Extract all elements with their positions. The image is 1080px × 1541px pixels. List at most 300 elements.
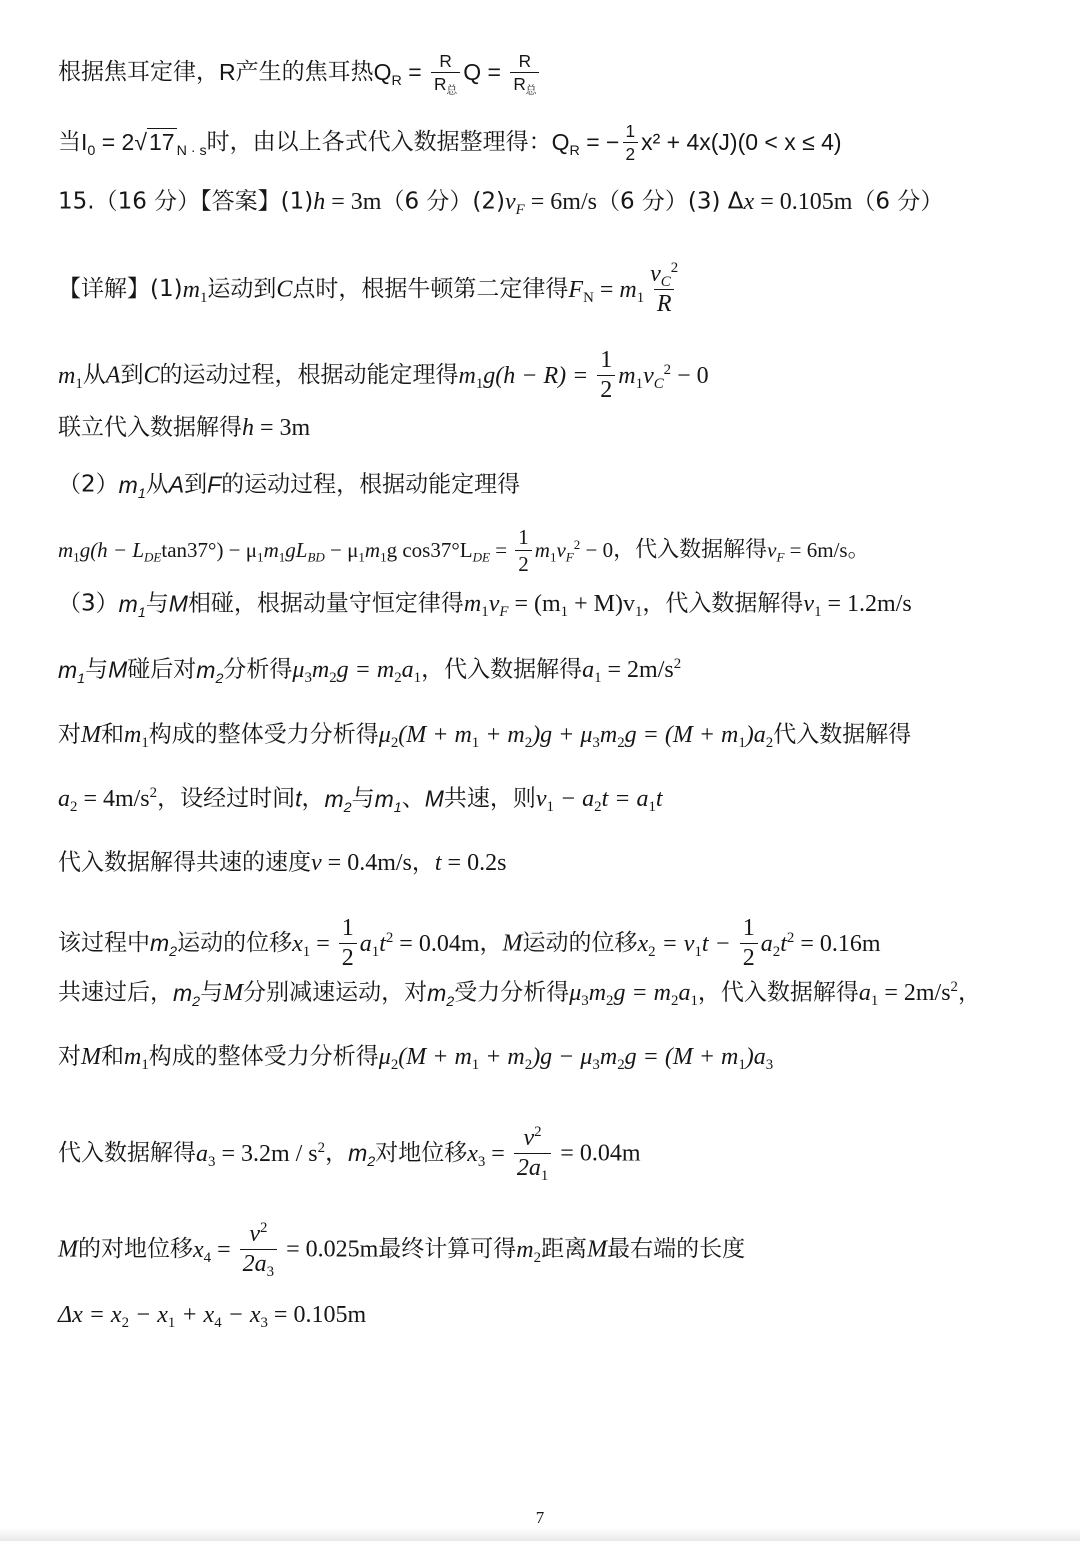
subscript: 2 [617,1057,625,1074]
subscript: 1 [393,799,402,816]
text: v [504,189,516,215]
subscript: 1 [594,670,602,687]
subscript: 2 [524,735,533,752]
superscript: 2 [149,785,158,802]
text: m [427,979,447,1006]
text: 距离 [541,1236,588,1263]
text: m [58,656,78,683]
text: 运动的位移 [522,930,638,957]
numerator: 1 [625,121,636,141]
subscript: 1 [371,943,380,960]
text: = 2 [95,129,135,156]
line-detail-15 [58,1220,746,1281]
subscript: 1 [648,799,656,816]
text: = 1.2m/s [821,591,912,617]
text: )g + μ [532,722,593,748]
text: 受力分析得 [454,979,570,1006]
fraction [339,916,357,971]
line-qr-formula: 当$I_0 = 2√17$ $_{N \cdot s}$时，由以上各式代入数据整理得：$Q_R$ = − $\frac{1}{2}$ x² + 4x(J)(0 < x ≤ 4) [58,121,842,165]
text: M [223,980,244,1006]
text: = 0.105m [754,189,853,215]
text: ，代入数据解得 [642,590,804,617]
text: )a [745,1044,766,1070]
text: g = (M + m [624,722,739,748]
fraction [514,1124,551,1185]
text: = 2m/s [601,657,674,683]
text: 根据焦耳定律， [58,59,219,86]
text: = [211,1236,237,1263]
subscript: 1 [199,289,208,306]
text: = 2m/s [878,980,951,1006]
line-detail-6 [58,590,912,621]
denominator: 2 [597,375,615,403]
text: = [485,1140,511,1167]
text: 从 [145,471,169,498]
text: C [143,362,160,389]
text: a [678,980,691,1006]
subscript: DE [472,549,490,565]
subscript: 2 [121,1315,130,1332]
text: x [637,930,649,957]
subscript: 1 [141,735,149,752]
text: F [568,276,584,303]
text: I [81,129,88,156]
subscript: 1 [481,604,489,621]
subscript: 1 [694,943,702,960]
text: v [643,362,654,389]
subscript: 1 [257,549,264,565]
subscript: 1 [814,604,822,621]
text: m [599,722,618,748]
text: m [588,980,607,1006]
text: μ [378,1044,391,1070]
numerator: 1 [518,525,529,549]
subscript: 1 [549,549,557,565]
subscript: DE [144,549,162,565]
text: 从 [82,362,106,389]
subscript: 1 [358,549,365,565]
text: 时，由以上各式代入数据整理得： [206,129,552,156]
text: 与 [85,656,109,683]
line-detail-9 [58,785,663,816]
text: 的对地位移 [78,1236,193,1263]
subscript: 总 [446,84,458,97]
subscript: 1 [471,1057,480,1074]
subscript: 2 [648,943,656,960]
subscript: R [569,143,580,160]
line-detail-13 [58,1043,774,1074]
superscript: 2 [663,361,672,378]
text: = (m [508,591,561,617]
subscript: 3 [260,1315,268,1332]
subscript: 1 [302,943,311,960]
sqrt-radicand: 17 [148,129,175,156]
subscript: 2 [169,944,178,961]
subscript: N [583,289,594,306]
text: m [124,722,142,748]
text: M [587,1236,608,1263]
denominator: R [513,74,526,95]
text: t = a [601,786,649,812]
text: t − [701,930,737,957]
text: A [168,471,185,498]
text: − 0 [580,538,614,563]
text: 分析得 [223,656,293,683]
subscript: 2 [594,799,602,816]
subscript: 2 [192,993,201,1010]
text: = 0.2s [441,850,507,876]
text: t [434,850,442,876]
subscript: F [776,549,785,565]
numerator: 1 [600,347,613,373]
text: M [58,1236,78,1263]
text: = 0.105m [267,1302,367,1328]
fraction [647,262,681,317]
subscript: 1 [141,1057,149,1074]
text: M [81,1044,101,1070]
text: m [516,1236,534,1263]
page-bottom-edge [0,1528,1080,1541]
line-detail-1 [58,262,684,317]
text: ， [411,849,435,876]
text: （6 分）(3) Δ [596,188,744,215]
text: m [534,538,550,563]
text: 共速过后， [58,979,173,1006]
text: = v [655,930,695,957]
denominator: 2a [516,1155,541,1182]
text: 对 [58,1043,81,1070]
numerator: 1 [341,915,354,941]
subscript: 1 [475,375,484,392]
text: + m [479,722,525,748]
numerator: R [518,51,532,71]
text: 代入数据解得 [58,1140,196,1167]
subscript: 1 [635,375,644,392]
superscript: 2 [673,656,682,673]
text: 与 [351,785,375,812]
text: M [424,785,444,812]
text: = 3m [325,189,382,215]
subscript: 2 [390,1057,399,1074]
subscript: 1 [137,604,146,621]
denominator: 2 [515,550,532,575]
fraction [515,526,532,575]
text: = 3m [254,415,311,441]
text: )a [745,722,766,748]
text: ，代入数据解得 [613,537,768,563]
text: m [173,979,193,1006]
superscript: 2 [950,979,958,996]
subscript: 1 [540,1168,549,1185]
text: μ [378,722,391,748]
text: 对地位移 [375,1140,468,1167]
text: 运动到 [207,276,277,303]
text: = 0.16m [794,930,881,957]
text: = [401,59,429,86]
text: m [124,1044,142,1070]
text: Q [373,59,392,86]
text: 构成的整体受力分析得 [148,721,379,748]
text: R [219,59,236,86]
text: F [207,471,222,498]
subscript: F [499,604,509,621]
text: μ [569,980,582,1006]
text: 与 [145,590,169,617]
text: ， [301,785,325,812]
text: 分别减速运动，对 [243,979,428,1006]
text: (M + m [398,1044,472,1070]
text: m [311,657,330,683]
line-detail-7 [58,656,682,687]
text: 最终计算可得 [378,1236,517,1263]
text: = [489,538,513,563]
text: a [58,786,70,812]
text: x [292,930,303,957]
text: v [311,850,322,876]
text: 共速，则 [443,785,536,812]
text: − a [553,786,595,812]
subscript: 3 [592,1057,600,1074]
text: 、 [401,785,425,812]
superscript: 2 [573,537,581,553]
text: g(h − R) = [483,362,595,389]
denominator: 2 [623,142,639,163]
text: = 4m/s [77,786,150,812]
text: （6 分）(2) [381,188,505,215]
text: = 0.025m [280,1236,379,1263]
subscript: 2 [394,670,402,687]
numerator: 1 [742,915,755,941]
subscript: 1 [77,670,86,687]
unit: N · s [176,143,207,160]
fraction [240,1220,277,1281]
subscript: 3 [592,735,600,752]
text: 对 [58,721,81,748]
subscript: 3 [304,670,312,687]
text: m [118,471,138,498]
text: a [582,657,595,683]
text: g(h − L [79,538,145,563]
text: gL [285,538,308,563]
subscript: 3 [266,1264,275,1281]
text: 。 [847,537,870,563]
subscript: 1 [75,375,83,392]
text: 到 [184,471,208,498]
subscript: 2 [343,799,352,816]
text: 的运动过程，根据动能定理得 [159,362,459,389]
text: 与 [200,979,224,1006]
numerator: v [650,261,661,287]
text: = 0.04m [554,1140,641,1167]
text: ， [325,1140,349,1167]
text: m [58,538,74,563]
line-joule-law [58,51,542,97]
text: 相碰，根据动量守恒定律得 [187,590,464,617]
text: t [379,930,386,957]
text: x [193,1236,204,1263]
text: 【详解】(1) [58,276,183,303]
subscript: 2 [215,670,224,687]
subscript: F [565,549,574,565]
text: v [556,538,566,563]
text: 当 [58,129,81,156]
text: C [276,276,293,303]
text: 代入数据解得 [773,721,912,748]
text: m [364,538,381,563]
text: = 0.4m/s [321,850,412,876]
text: + M)v [568,591,635,617]
subscript: 0 [87,143,96,160]
text: (M + m [398,722,472,748]
text: m [599,1044,618,1070]
subscript: 1 [167,1315,176,1332]
text: m [374,785,394,812]
fraction [597,348,615,403]
text: M [81,722,101,748]
text: 的运动过程，根据动能定理得 [221,471,521,498]
text: v [767,538,777,563]
text: 该过程中 [58,930,150,957]
denominator: R [654,289,675,317]
subscript: 2 [671,993,679,1010]
text: = 0.04m [393,930,480,957]
text: a [359,930,372,957]
text: （2） [58,471,119,498]
fraction [510,51,539,97]
text: )g − μ [532,1044,593,1070]
text: x [467,1140,478,1167]
subscript: 2 [765,735,774,752]
subscript: 1 [870,993,879,1010]
denominator: 2a [242,1251,267,1278]
line-detail-5 [58,526,870,575]
subscript: C [660,274,671,291]
text: g = (M + m [624,1044,739,1070]
text: （6 分） [852,188,944,215]
fraction [623,122,639,163]
subscript: 1 [546,799,554,816]
subscript: 1 [413,670,422,687]
text: t [295,785,302,812]
subscript: 3 [581,993,589,1010]
subscript: 2 [606,993,614,1010]
text: = [310,930,336,957]
text: m [463,591,482,617]
text: g = m [336,657,395,683]
text: 和 [101,1043,124,1070]
text: + x [175,1302,215,1328]
subscript: 2 [617,735,625,752]
text: v [488,591,500,617]
text: m [118,590,138,617]
subscript: F [515,202,525,219]
text: m [619,276,637,303]
text: v [803,591,815,617]
text: m [348,1140,368,1167]
line-detail-10 [58,851,506,875]
superscript: 2 [786,929,795,946]
text: = 3.2m / s [215,1140,318,1167]
subscript: 2 [533,1249,542,1266]
line-answer-15 [58,188,944,219]
text: a [196,1140,208,1167]
text: − μ [324,538,359,563]
text: 到 [120,362,144,389]
text: 联立代入数据解得 [58,414,242,441]
subscript: 2 [70,799,78,816]
superscript: 2 [670,260,679,277]
text: x [743,189,755,215]
text: （3） [58,590,119,617]
subscript: 1 [380,549,387,565]
text: = 6m/s [784,538,848,563]
text: tan37°) − μ [161,538,258,563]
subscript: 1 [471,735,480,752]
text: m [458,362,476,389]
line-detail-3 [58,416,310,440]
denominator: R [434,74,447,95]
line-detail-2 [58,348,709,403]
text: M [502,930,523,957]
line-detail-11 [58,916,881,971]
line-detail-16 [58,1302,367,1332]
text: m [182,276,200,303]
subscript: 1 [738,735,746,752]
subscript: 1 [137,485,146,502]
subscript: 1 [690,993,698,1010]
subscript: 2 [446,993,455,1010]
numerator: R [439,51,452,71]
text: t [655,786,663,812]
text: g = m [613,980,672,1006]
text: 碰后对 [127,656,197,683]
text: A [105,362,121,389]
subscript: 3 [208,1153,216,1170]
subscript: R [391,73,402,90]
numerator: v [523,1125,535,1151]
subscript: 3 [765,1057,774,1074]
text: 构成的整体受力分析得 [148,1043,379,1070]
subscript: C [653,375,664,392]
subscript: 2 [524,1057,533,1074]
text: ， [479,930,503,957]
text: 运动的位移 [177,930,293,957]
superscript: 2 [259,1220,268,1237]
numerator: v [249,1221,260,1247]
text: = [593,276,620,303]
subscript: 1 [278,549,286,565]
text: a [760,930,773,957]
text: h [313,189,326,215]
superscript: 2 [534,1124,542,1141]
text: − x [129,1302,168,1328]
text: a [858,980,871,1006]
text: m [196,656,216,683]
text: M [168,590,188,617]
subscript: 2 [772,943,781,960]
text: μ [292,657,305,683]
text: m [58,362,76,389]
text: Q [551,129,570,156]
text: ，代入数据解得 [421,656,583,683]
text: − x [221,1302,261,1328]
line-detail-4 [58,471,521,502]
text: ，代入数据解得 [697,979,859,1006]
text: h [242,415,254,441]
text: 代入数据解得共速的速度 [58,849,311,876]
text: 产生的焦耳热 [235,59,374,86]
subscript: BD [307,549,325,565]
